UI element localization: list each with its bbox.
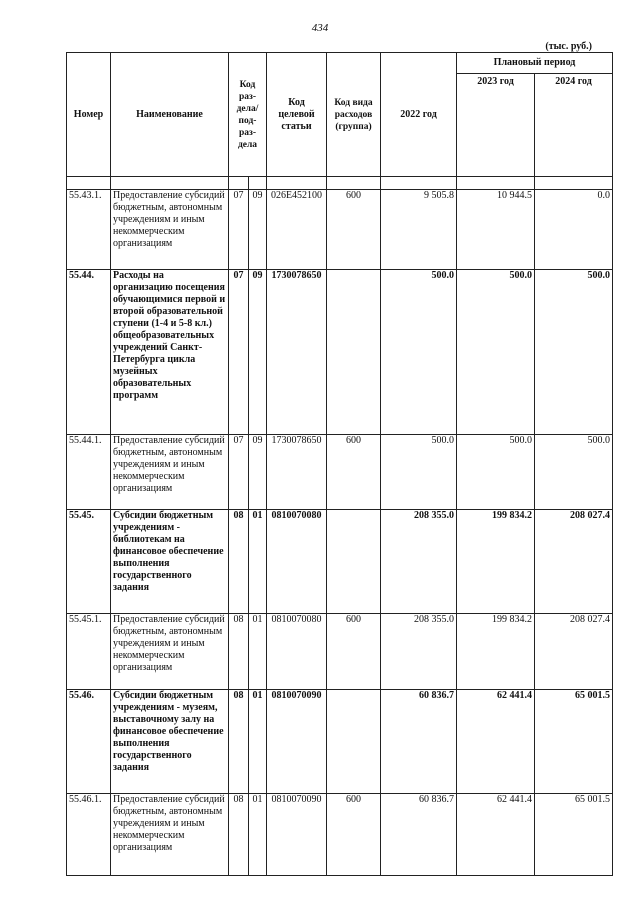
cell-target: 1730078650 [267, 435, 327, 510]
table-row [67, 435, 613, 510]
budget-table [66, 52, 613, 876]
cell-section: 07 [229, 190, 249, 270]
cell-2024: 208 027.4 [535, 510, 613, 614]
cell-2022: 500.0 [381, 270, 457, 435]
table-row [67, 690, 613, 794]
table-row [67, 614, 613, 690]
cell-subsection: 01 [249, 510, 267, 614]
cell-2024: 65 001.5 [535, 794, 613, 876]
cell-2023: 10 944.5 [457, 190, 535, 270]
cell-2023: 199 834.2 [457, 614, 535, 690]
cell-2022: 9 505.8 [381, 190, 457, 270]
header-section: Код раз-дела/ под-раз-дела [229, 53, 267, 177]
cell-2023: 62 441.4 [457, 794, 535, 876]
cell-number: 55.46.1. [67, 794, 111, 876]
cell-subsection: 09 [249, 270, 267, 435]
cell-expense [327, 690, 381, 794]
cell-2023: 62 441.4 [457, 690, 535, 794]
cell-number: 55.44. [67, 270, 111, 435]
cell-target: 0810070080 [267, 510, 327, 614]
cell-2022: 500.0 [381, 435, 457, 510]
header-expense: Код вида расходов (группа) [327, 53, 381, 177]
cell-expense: 600 [327, 435, 381, 510]
cell-section: 08 [229, 690, 249, 794]
cell-name: Субсидии бюджетным учреждениям - музеям, выставочному залу на финансовое обеспечение выполнения государственного задания [111, 690, 229, 794]
cell-number: 55.45. [67, 510, 111, 614]
cell-subsection: 01 [249, 614, 267, 690]
cell-name: Субсидии бюджетным учреждениям - библиотекам на финансовое обеспечение выполнения государственного задания [111, 510, 229, 614]
header-2024: 2024 год [535, 74, 613, 177]
page-number: 434 [311, 22, 329, 34]
cell-number: 55.44.1. [67, 435, 111, 510]
cell-target: 0810070090 [267, 794, 327, 876]
cell-target: 0810070090 [267, 690, 327, 794]
cell-target: 1730078650 [267, 270, 327, 435]
units-label: (тыс. руб.) [545, 41, 592, 52]
cell-number: 55.46. [67, 690, 111, 794]
cell-expense: 600 [327, 190, 381, 270]
table-row [67, 270, 613, 435]
cell-2023: 199 834.2 [457, 510, 535, 614]
cell-subsection: 09 [249, 190, 267, 270]
cell-section: 07 [229, 435, 249, 510]
cell-section: 08 [229, 510, 249, 614]
cell-expense [327, 510, 381, 614]
table-row [67, 510, 613, 614]
cell-section: 07 [229, 270, 249, 435]
cell-number: 55.43.1. [67, 190, 111, 270]
cell-subsection: 09 [249, 435, 267, 510]
cell-2022: 60 836.7 [381, 794, 457, 876]
cell-subsection: 01 [249, 690, 267, 794]
cell-expense: 600 [327, 614, 381, 690]
header-name: Наименование [111, 53, 229, 177]
header-number: Номер [67, 53, 111, 177]
cell-target: 026E452100 [267, 190, 327, 270]
cell-name: Предоставление субсидий бюджетным, автономным учреждениям и иным некоммерческим организациям [111, 614, 229, 690]
cell-target: 0810070080 [267, 614, 327, 690]
spacer-row [67, 177, 613, 190]
header-2023: 2023 год [457, 74, 535, 177]
cell-name: Предоставление субсидий бюджетным, автономным учреждениям и иным некоммерческим организациям [111, 435, 229, 510]
header-2022: 2022 год [381, 53, 457, 177]
cell-2022: 208 355.0 [381, 614, 457, 690]
header-target: Код целевой статьи [267, 53, 327, 177]
cell-section: 08 [229, 614, 249, 690]
cell-2022: 60 836.7 [381, 690, 457, 794]
cell-name: Предоставление субсидий бюджетным, автономным учреждениям и иным некоммерческим организациям [111, 794, 229, 876]
table-row [67, 794, 613, 876]
cell-name: Предоставление субсидий бюджетным, автономным учреждениям и иным некоммерческим организациям [111, 190, 229, 270]
cell-2024: 208 027.4 [535, 614, 613, 690]
cell-section: 08 [229, 794, 249, 876]
cell-2024: 65 001.5 [535, 690, 613, 794]
header-plan: Плановый период [457, 53, 613, 74]
cell-2023: 500.0 [457, 435, 535, 510]
cell-name: Расходы на организацию посещения обучающимися первой и второй образовательной ступени (1-4 и 5-8 кл.) общеобразовательных учреждений Санкт-Петербурга цикла музейных образовательных программ [111, 270, 229, 435]
cell-subsection: 01 [249, 794, 267, 876]
cell-2023: 500.0 [457, 270, 535, 435]
cell-2022: 208 355.0 [381, 510, 457, 614]
cell-2024: 500.0 [535, 435, 613, 510]
cell-2024: 0.0 [535, 190, 613, 270]
table-row [67, 190, 613, 270]
cell-expense [327, 270, 381, 435]
cell-expense: 600 [327, 794, 381, 876]
cell-number: 55.45.1. [67, 614, 111, 690]
cell-2024: 500.0 [535, 270, 613, 435]
